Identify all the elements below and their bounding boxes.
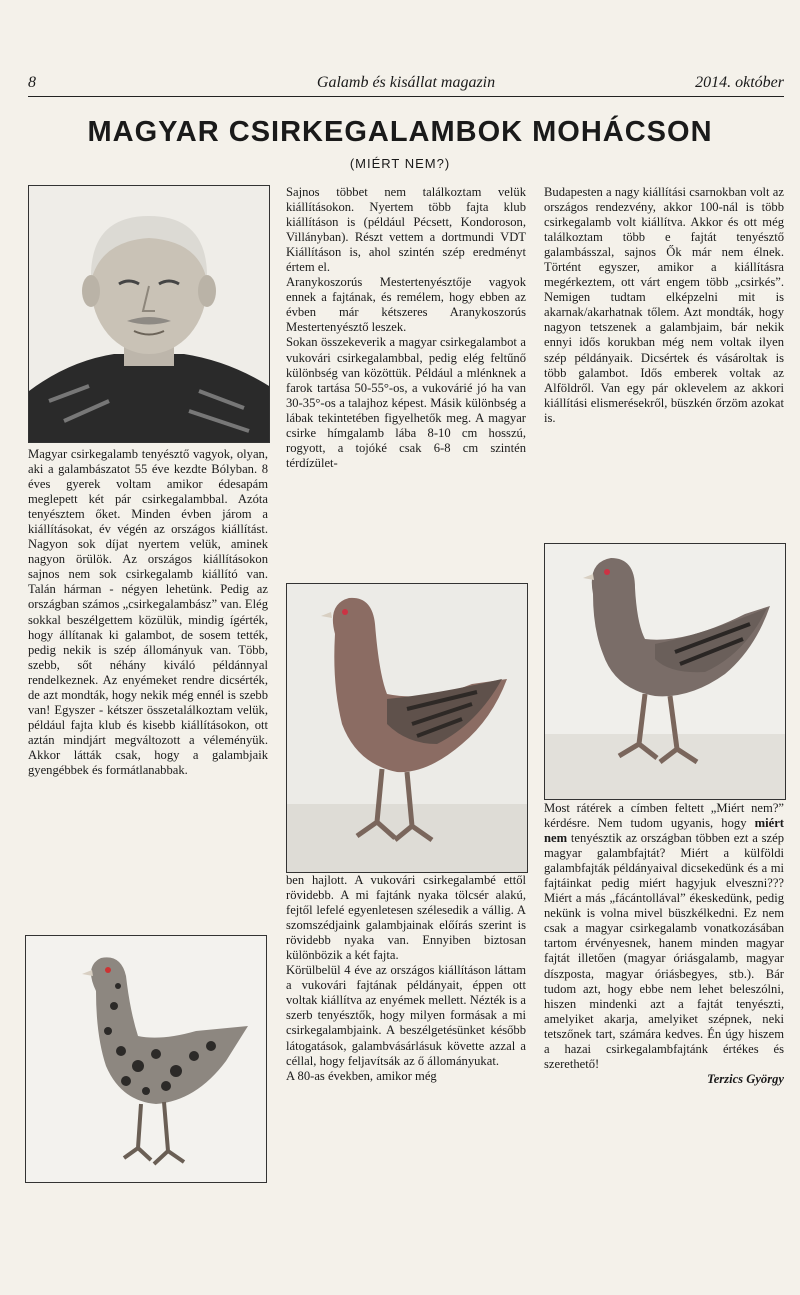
portrait-photo (28, 185, 270, 443)
text-run: tenyésztik az országban többen ezt a szép magyar galambfajtát? Miért a külföldi galambfajták példányaival dicsekedünk és a mi fajtáinkat pedig miért hagyjuk elveszni??? Miért a más „fácántollával” ékeskedünk, pedig nekünk is volna mivel büszkélkedni. Ez nem csak a magyar csirkegalamb vonatkozásában tartom érvényesnek, hanem minden magyar fajtát illetően (magyar óriásgalamb, magyar díszposta, magyar óriásbegyes, stb.). Bár tudom azt, hogy ebbe nem lehet beleszólni, hiszen mindenki azt a fajtát tenyészti, amelyiket akarja, amelyiket szépnek, neki tetszőnek tart, számára kedves. Én úgy hiszem a hazai csirkegalambfajtánk értékes és szerethető! (544, 831, 784, 1071)
middle-column-bottom (286, 873, 526, 1084)
emphasis-text: miért nem (544, 816, 784, 846)
page-number: 8 (28, 74, 36, 91)
pigeon-photo-speckled (25, 935, 267, 1183)
paragraph: ben hajlott. A vukovári csirkegalambé ettől rövidebb. A mi fajtánk nyaka tölcsér alakú, fejtől lefelé egyenletesen szélesedik a vállig. A szomszédjaink galambjainak előírás szerint is rövidebb nyaka van. Ennyiben biztosan különbözik a két fajta. (286, 873, 526, 963)
issue-date: 2014. október (695, 74, 784, 91)
paragraph: Budapesten a nagy kiállítási csarnokban volt az országos rendezvény, akkor 100-nál is több csirkegalamb volt kiállítva. Akkor és ott még találkoztam több e fajtát tenyésztő galambásszal, sajnos Ők már nem élnek. Történt egyszer, amikor a kiállításra megérkeztem, ott várt engem több „csirkés”. Nemigen tudtam elképzelni mit is akarnak/akarhatnak tőlem. Azt mondták, hogy nagyon tetszenek a galambjaim, bár nekik ennyi idős korukban még nem voltak ilyen szép példányaik. Dicsértek és vásároltak is több galambot. Idős emberek voltak az Alföldről. Van egy pár oklevelem az akkori kiállítási elismerésekről, büszkén őrzöm azokat is. (544, 185, 784, 425)
paragraph: Magyar csirkegalamb tenyésztő vagyok, olyan, aki a galambászatot 55 éve kezdte Bólyban. 8 éves gyerek voltam amikor édesapám meglepett két pár csirkegalambbal. Azóta tenyésztem őket. Minden évben járom a kiállításokat, év végén az országos kiállítást. Nagyon sok díjat nyertem velük, aminek nagyon örülök. Az országos kiállításokon sajnos nem sok csirkegalamb kiállító van. Talán hárman - négyen lehetünk. Pedig az országban számos „csirkegalambász” van. Elég sokkal beszélgettem közülük, mindig ígérték, hogy állítanak ki galambot, de sosem tették, pedig nekik is szép állományuk van. Több, szebb, sőt néhány kiváló példánnyal rendelkeznek. Az enyémeket rendre dicsérték, de azt mondták, hogy nekik még ennél is szebb van! Egyszer - kétszer összetalálkoztam velük, például fajta klub és kisebb kiállításokon, ott aztán mindjárt megváltozott a véleményük. Akkor látták csak, hogy a galambjaik gyengébbek és formátlanabbak. (28, 447, 268, 777)
article-subtitle: (MIÉRT NEM?) (349, 156, 451, 171)
pigeon-photo-right (544, 543, 786, 800)
paragraph: Körülbelül 4 éve az országos kiállításon láttam a vukovári fajtának példányait, éppen ott voltak kiállítva az enyémek mellett. Nézték is a szerb tenyésztők, hogy milyen formásak a mi csirkegalambjaink. A beszélgetésünket később látogatások, galambvásárlásuk követte azzal a céllal, hogy feljavítsák az ő állományukat. (286, 963, 526, 1068)
left-column (28, 447, 268, 778)
paragraph: Sokan összekeverik a magyar csirkegalambot a vukovári csirkegalambbal, pedig elég feltűnő különbség van közöttük. Például a mlénknek a farok tartása 50-55°-os, a vukovárié jó ha van 30-35°-os a talajhoz képest. Másik különbség a lábak tekintetében figyelhetők meg. A magyar csirke hímgalamb lába 8-10 cm hosszú, rogyott, a tojóké csak 6-8 cm szintén térdízület- (286, 335, 526, 470)
paragraph: A 80-as években, amikor még (286, 1068, 437, 1083)
text-run: Most rátérek a címben feltett „Miért nem?” kérdésre. Nem tudom ugyanis, hogy (544, 801, 784, 831)
right-column-bottom (544, 801, 784, 1087)
magazine-name: Galamb és kisállat magazin (316, 74, 496, 91)
paragraph: Aranykoszorús Mestertenyésztője vagyok ennek a fajtának, és remélem, hogy ebben az évben már kétszeres Aranykoszorús Mestertenyésztő leszek. (286, 275, 526, 335)
paragraph (544, 801, 784, 1072)
middle-column-top (286, 185, 526, 471)
author-signature: Terzics György (707, 1071, 784, 1086)
paragraph: Sajnos többet nem találkoztam velük kiállításokon. Nyertem több fajta klub kiállításon is (például Pécsett, Kondoroson, Villányban). Részt vettem a dortmundi VDT Kiállításon is, ahol szintén szép eredményt értem el. (286, 185, 526, 275)
pigeon-photo-mid (286, 583, 528, 873)
article-title: MAGYAR CSIRKEGALAMBOK MOHÁCSON (87, 116, 713, 148)
running-header (28, 74, 784, 97)
right-column-top (544, 185, 784, 426)
